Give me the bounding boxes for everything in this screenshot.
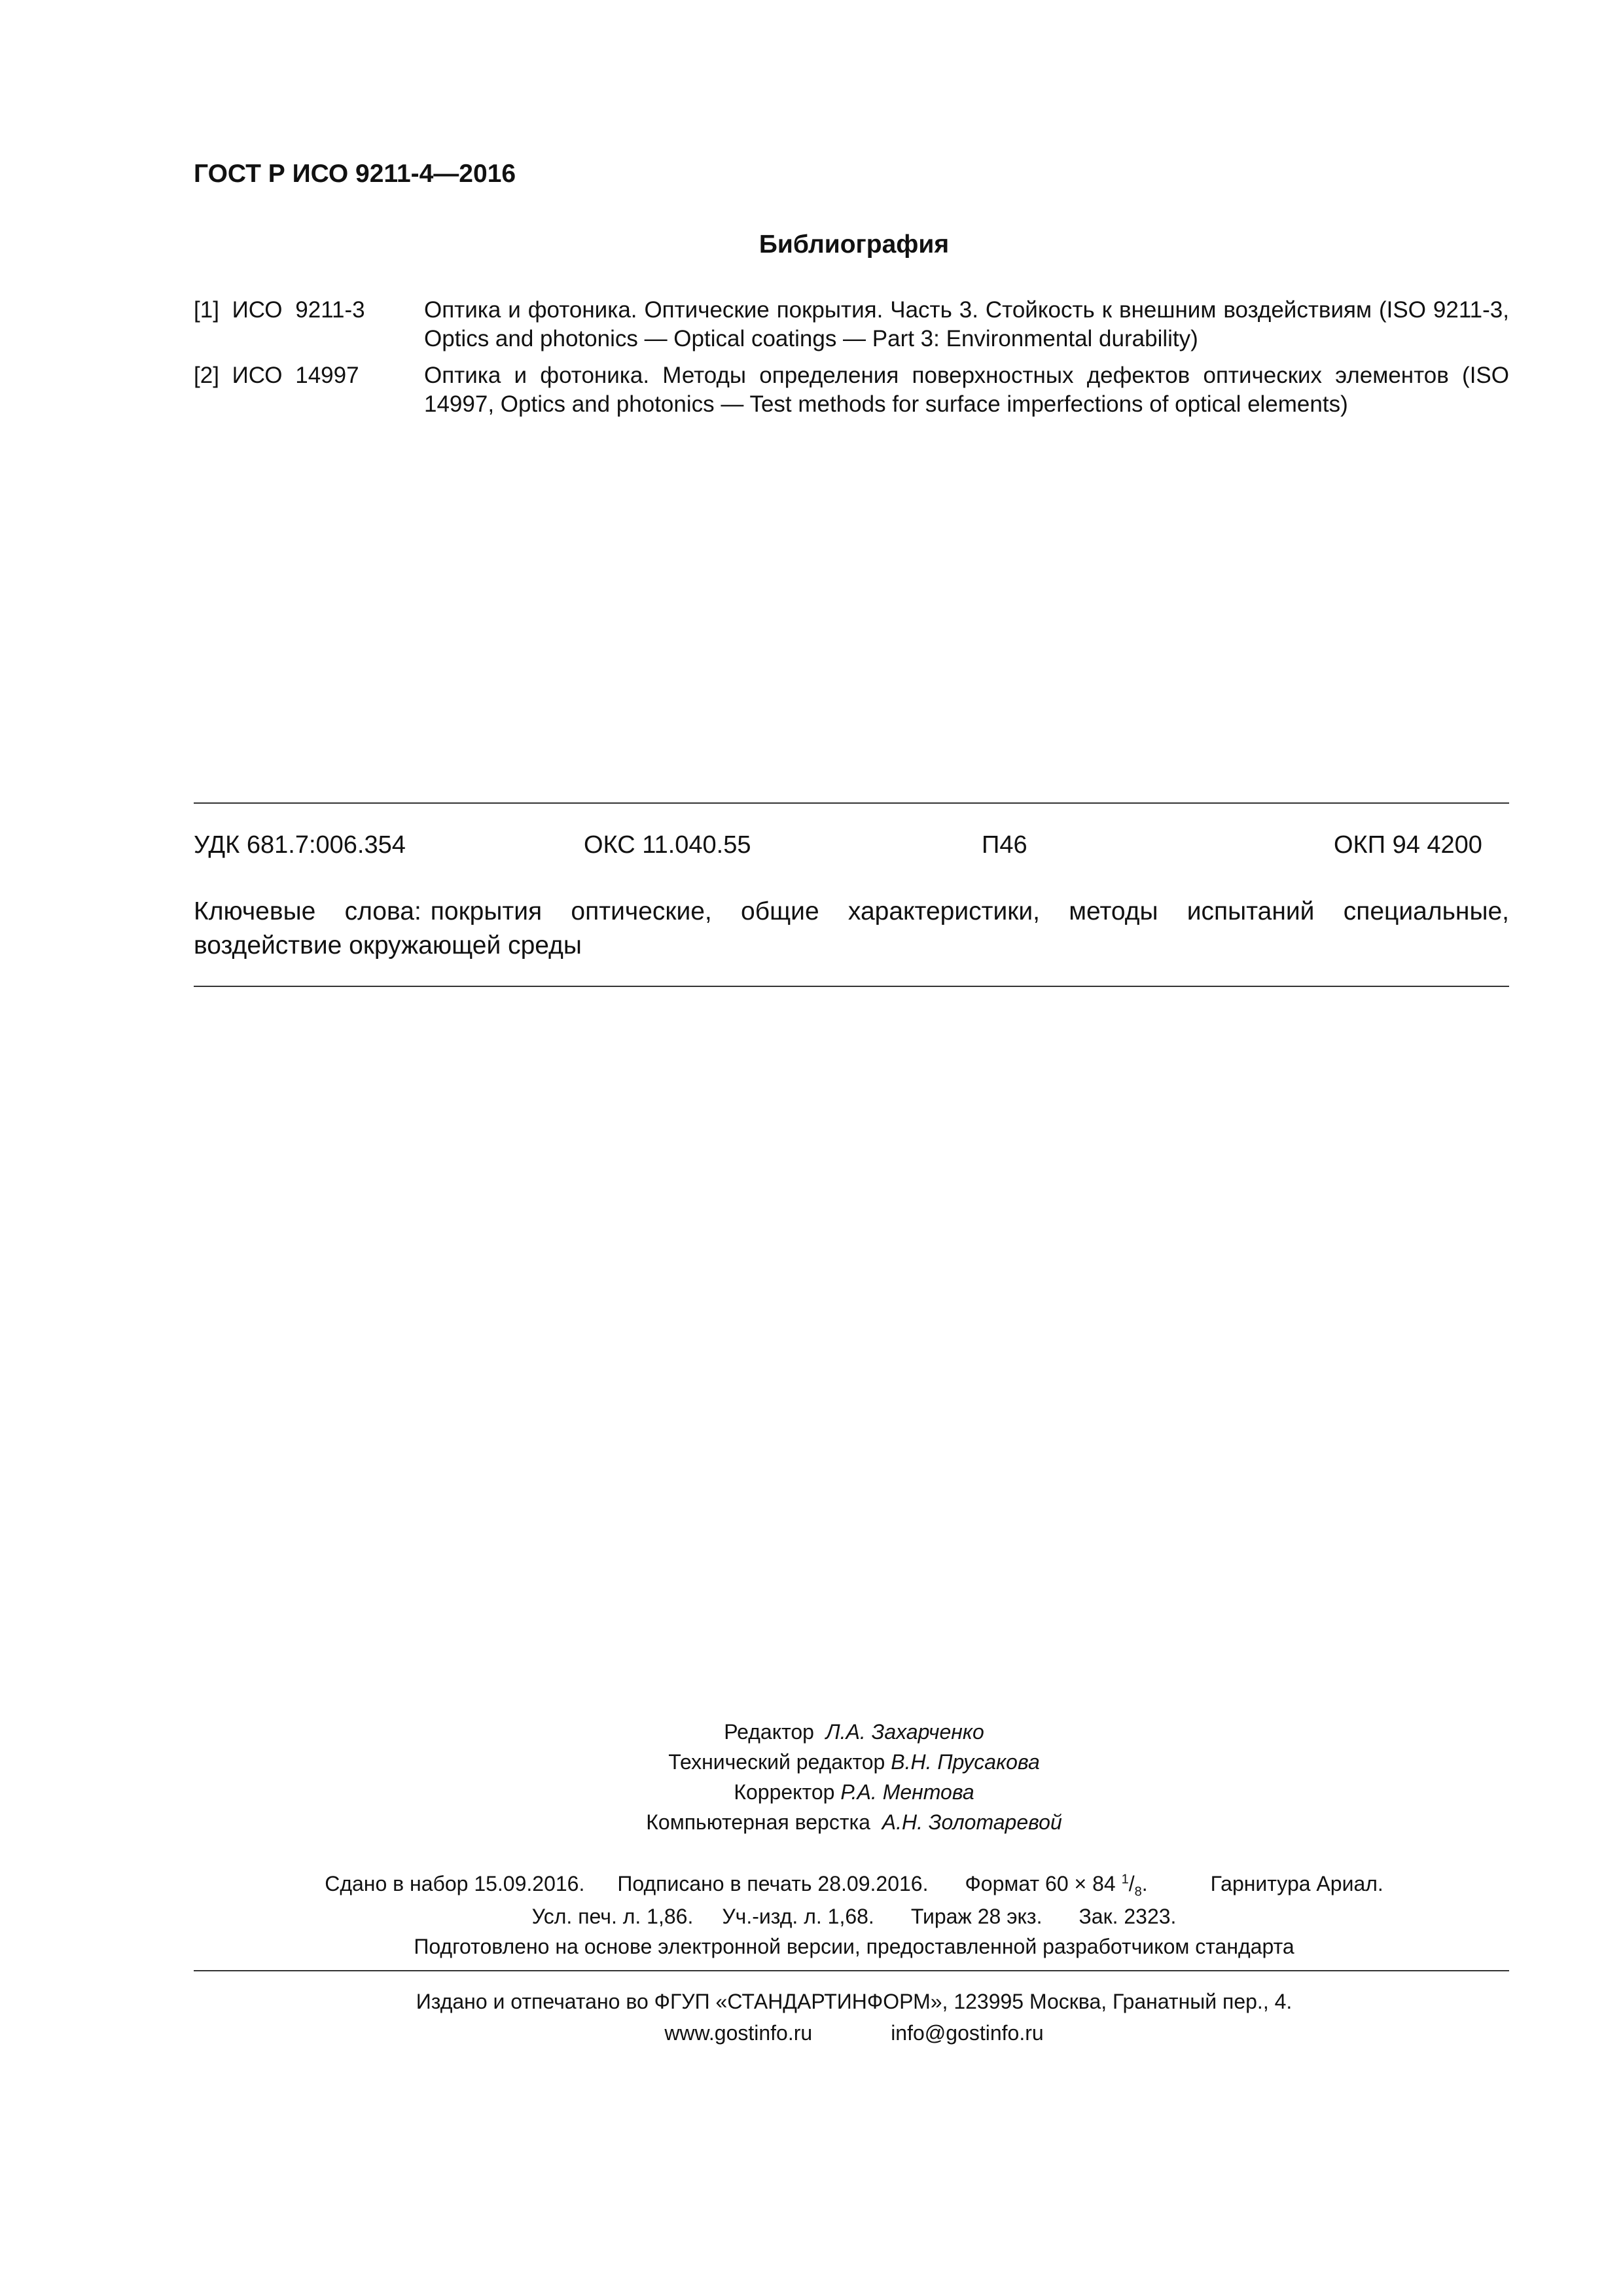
print-info-line-2: [0, 1905, 1623, 1929]
publisher-contacts: [0, 2021, 1623, 2045]
typeface: Гарнитура Ариал.: [1210, 1872, 1383, 1895]
credit-layout: [0, 1810, 1623, 1835]
document-designation: ГОСТ Р ИСО 9211-4—2016: [194, 160, 516, 188]
prepared-note: Подготовлено на основе электронной версии, предоставленной разработчиком стандарта: [414, 1935, 1294, 1958]
publishing-sheets: Уч.-изд. л. 1,68.: [722, 1905, 874, 1928]
p-code: П46: [982, 831, 1027, 859]
bibliography-item: [194, 296, 1509, 353]
credit-role: Технический редактор: [668, 1750, 885, 1774]
credit-role: Компьютерная верстка: [646, 1810, 870, 1834]
divider-imprint: [194, 1970, 1509, 1971]
bibliography-title: Библиография: [758, 230, 950, 259]
oks-code: ОКС 11.040.55: [584, 831, 751, 859]
okp-code: ОКП 94 4200: [1334, 831, 1482, 859]
order-number: Зак. 2323.: [1079, 1905, 1177, 1928]
credit-tech-editor: [0, 1750, 1623, 1774]
keywords-block: [194, 895, 1509, 963]
credit-role: Корректор: [734, 1780, 835, 1804]
print-info-line-1: [0, 1872, 1623, 1899]
credit-corrector: [0, 1780, 1623, 1804]
paper-format: Формат 60 × 84 $^1/_8$.: [965, 1872, 1148, 1899]
print-sheets: Усл. печ. л. 1,86.: [531, 1905, 694, 1928]
udk-code: УДК 681.7:006.354: [194, 831, 406, 859]
divider-top: [194, 802, 1509, 804]
keywords-label: Ключевые слова:: [194, 897, 421, 925]
bibliography-ref: [2] ИСО 14997: [194, 363, 359, 388]
format-numerator: 1: [1121, 1872, 1129, 1887]
credit-editor: [0, 1720, 1623, 1744]
website-link[interactable]: www.gostinfo.ru: [664, 2021, 813, 2045]
credit-name: Л.А. Захарченко: [825, 1720, 984, 1744]
submitted-date: Сдано в набор 15.09.2016.: [325, 1872, 585, 1895]
publisher-line: Издано и отпечатано во ФГУП «СТАНДАРТИНФОРМ», 123995 Москва, Гранатный пер., 4.: [416, 1990, 1293, 2013]
credit-name: В.Н. Прусакова: [891, 1750, 1040, 1774]
keywords-text: покрытия оптические, общие характеристики, методы испытаний специальные, воздействие окружающей среды: [194, 897, 1509, 960]
bibliography-text: Оптика и фотоника. Методы определения поверхностных дефектов оптических элементов (ISO 14997, Optics and photonics — Test methods for surface imperfections of optical elements): [424, 363, 1509, 417]
bibliography-text: Оптика и фотоника. Оптические покрытия. Часть 3. Стойкость к внешним воздействиям (ISO 9211-3, Optics and photonics — Optical coatings — Part 3: Environmental durability): [424, 297, 1509, 351]
email-link[interactable]: info@gostinfo.ru: [891, 2021, 1044, 2045]
credit-name: А.Н. Золотаревой: [882, 1810, 1062, 1834]
credit-role: Редактор: [724, 1720, 814, 1744]
signed-date: Подписано в печать 28.09.2016.: [617, 1872, 929, 1895]
format-denominator: 8: [1134, 1884, 1142, 1899]
credit-name: Р.А. Ментова: [840, 1780, 974, 1804]
bibliography-item: [194, 361, 1509, 419]
bibliography-ref: [1] ИСО 9211-3: [194, 297, 365, 323]
print-run: Тираж 28 экз.: [910, 1905, 1043, 1928]
divider-bottom: [194, 986, 1509, 987]
